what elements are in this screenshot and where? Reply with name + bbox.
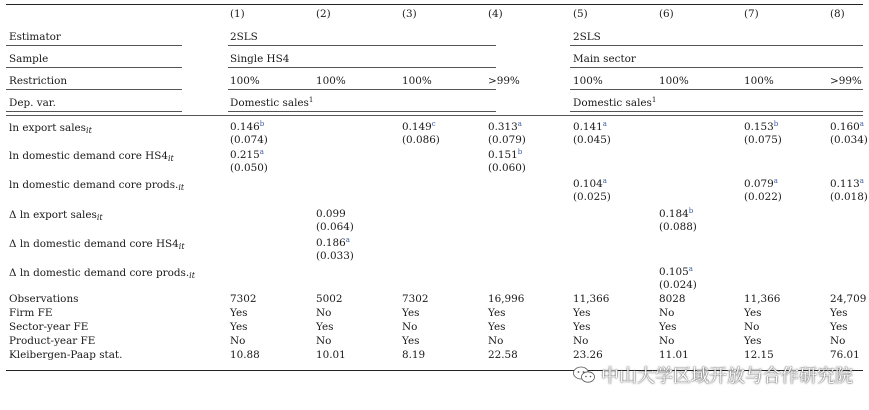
group-header: Main sector <box>573 53 636 65</box>
variable-name: ln domestic demand core HS4 <box>9 150 168 162</box>
header-rule-group1 <box>228 89 496 90</box>
variable-name: ln export sales <box>19 209 97 221</box>
coefficient <box>659 208 693 220</box>
coefficient-value: 0.184 <box>659 208 689 220</box>
header-rule-group1 <box>228 45 496 46</box>
stat-cell: 23.26 <box>573 349 603 361</box>
variable-label <box>9 150 174 162</box>
standard-error: (0.025) <box>573 191 611 203</box>
coefficient-value: 0.141 <box>573 121 603 133</box>
variable-subscript: it <box>178 242 185 251</box>
stat-cell: Yes <box>573 321 591 333</box>
stat-cell: Yes <box>830 307 848 319</box>
restriction-cell: >99% <box>830 75 862 87</box>
watermark <box>573 362 853 388</box>
restriction-cell: 100% <box>316 75 346 87</box>
header-rule-left <box>6 45 182 46</box>
header-rule-left <box>6 111 182 112</box>
significance-marker: b <box>773 120 779 128</box>
header-rule-group2 <box>570 45 863 46</box>
variable-name: ln export sales <box>9 122 87 134</box>
coefficient <box>573 121 607 133</box>
variable-subscript: it <box>96 213 103 222</box>
standard-error: (0.024) <box>659 279 697 291</box>
stat-cell: 24,709 <box>830 293 867 305</box>
significance-marker: a <box>773 177 778 185</box>
stat-cell: 11.01 <box>659 349 689 361</box>
restriction-cell: 100% <box>402 75 432 87</box>
coefficient <box>230 121 264 133</box>
group-header-with-note <box>573 97 656 109</box>
significance-marker: b <box>517 148 523 156</box>
stat-label: Firm FE <box>9 307 53 319</box>
coefficient <box>659 266 693 278</box>
variable-name: ln domestic demand core prods. <box>19 267 190 279</box>
coefficient <box>744 178 778 190</box>
standard-error: (0.050) <box>230 162 268 174</box>
stat-cell: No <box>402 321 418 333</box>
stat-label: Kleibergen-Paap stat. <box>9 349 123 361</box>
coefficient-value: 0.151 <box>488 149 518 161</box>
stat-cell: No <box>830 335 846 347</box>
header-rule-group2 <box>570 89 863 90</box>
column-number: (3) <box>402 8 417 20</box>
group-header-text: Domestic sales <box>230 97 309 109</box>
restriction-cell: >99% <box>488 75 520 87</box>
stat-cell: 12.15 <box>744 349 774 361</box>
coefficient-value: 0.186 <box>316 237 346 249</box>
coefficient <box>316 208 346 220</box>
coefficient <box>230 149 264 161</box>
stat-label: Observations <box>9 293 79 305</box>
coefficient-value: 0.153 <box>744 121 774 133</box>
header-rule-group1 <box>228 111 496 112</box>
header-rule-group2 <box>570 111 863 112</box>
stat-cell: No <box>230 335 246 347</box>
stat-cell: No <box>573 335 589 347</box>
coefficient-value: 0.149 <box>402 121 432 133</box>
stat-label: Sector-year FE <box>9 321 89 333</box>
column-number: (5) <box>573 8 588 20</box>
stat-cell: No <box>316 307 332 319</box>
stat-cell: 11,366 <box>573 293 610 305</box>
variable-label <box>9 209 103 221</box>
stat-cell: Yes <box>744 335 762 347</box>
stat-cell: No <box>659 335 675 347</box>
coefficient <box>488 121 522 133</box>
column-number: (4) <box>488 8 503 20</box>
significance-marker: a <box>688 265 693 273</box>
variable-label <box>9 238 185 250</box>
standard-error: (0.088) <box>659 221 697 233</box>
delta-prefix: Δ <box>9 209 20 221</box>
significance-marker: b <box>259 120 265 128</box>
stat-cell: Yes <box>659 321 677 333</box>
coefficient-value: 0.079 <box>744 178 774 190</box>
column-number: (1) <box>230 8 245 20</box>
restriction-cell: 100% <box>659 75 689 87</box>
significance-marker: a <box>859 177 864 185</box>
significance-marker: a <box>259 148 264 156</box>
row-label: Estimator <box>9 31 61 43</box>
restriction-cell: 100% <box>744 75 774 87</box>
coefficient-value: 0.104 <box>573 178 603 190</box>
coefficient <box>830 178 864 190</box>
coefficient-value: 0.113 <box>830 178 860 190</box>
header-rule-group2 <box>570 67 863 68</box>
variable-name: ln domestic demand core HS4 <box>19 238 179 250</box>
variable-subscript: it <box>178 183 185 192</box>
standard-error: (0.075) <box>744 134 782 146</box>
header-rule-left <box>6 89 182 90</box>
coefficient <box>316 237 350 249</box>
variable-label <box>9 267 195 279</box>
variable-label <box>9 179 184 191</box>
significance-marker: 1 <box>651 96 657 104</box>
significance-marker: a <box>859 120 864 128</box>
stat-cell: Yes <box>230 321 248 333</box>
column-number: (2) <box>316 8 331 20</box>
standard-error: (0.074) <box>230 134 268 146</box>
standard-error: (0.022) <box>744 191 782 203</box>
standard-error: (0.060) <box>488 162 526 174</box>
stat-cell: Yes <box>830 321 848 333</box>
group-header-text: Domestic sales <box>573 97 652 109</box>
stat-cell: 7302 <box>230 293 257 305</box>
standard-error: (0.086) <box>402 134 440 146</box>
coefficient-value: 0.105 <box>659 266 689 278</box>
standard-error: (0.018) <box>830 191 868 203</box>
stat-cell: 22.58 <box>488 349 518 361</box>
standard-error: (0.033) <box>316 250 354 262</box>
stat-cell: No <box>316 335 332 347</box>
stat-cell: Yes <box>402 307 420 319</box>
standard-error: (0.079) <box>488 134 526 146</box>
restriction-cell: 100% <box>230 75 260 87</box>
column-number: (7) <box>744 8 759 20</box>
standard-error: (0.034) <box>830 134 868 146</box>
stat-cell: 10.01 <box>316 349 346 361</box>
stat-cell: No <box>744 321 760 333</box>
table-top-rule <box>6 4 863 5</box>
header-rule-group1 <box>228 67 496 68</box>
stat-cell: 7302 <box>402 293 429 305</box>
coefficient-value: 0.146 <box>230 121 260 133</box>
coefficient <box>744 121 778 133</box>
variable-name: ln domestic demand core prods. <box>9 179 179 191</box>
stat-cell: Yes <box>488 321 506 333</box>
stat-cell: 11,366 <box>744 293 781 305</box>
column-number: (8) <box>830 8 845 20</box>
stat-cell: Yes <box>230 307 248 319</box>
variable-subscript: it <box>86 126 92 135</box>
stat-cell: 8028 <box>659 293 686 305</box>
stat-cell: Yes <box>488 307 506 319</box>
row-label: Dep. var. <box>9 97 56 109</box>
stat-cell: 16,996 <box>488 293 525 305</box>
significance-marker: 1 <box>308 96 314 104</box>
row-label: Restriction <box>9 75 68 87</box>
stat-cell: 76.01 <box>830 349 860 361</box>
stat-cell: No <box>659 307 675 319</box>
stat-label: Product-year FE <box>9 335 96 347</box>
watermark-text: 中山大学区域开放与合作研究院 <box>601 366 853 387</box>
variable-subscript: it <box>167 154 174 163</box>
stat-cell: Yes <box>573 307 591 319</box>
row-label: Sample <box>9 53 49 65</box>
header-bottom-rule <box>6 115 863 116</box>
coefficient <box>402 121 436 133</box>
group-header: 2SLS <box>230 31 258 43</box>
significance-marker: a <box>345 236 350 244</box>
header-rule-left <box>6 67 182 68</box>
stat-cell: No <box>488 335 504 347</box>
coefficient <box>573 178 607 190</box>
variable-label <box>9 122 92 134</box>
variable-subscript: it <box>189 271 195 280</box>
significance-marker: a <box>602 177 607 185</box>
coefficient-value: 0.215 <box>230 149 260 161</box>
standard-error: (0.064) <box>316 221 354 233</box>
wechat-icon <box>573 366 595 384</box>
stat-cell: Yes <box>316 321 334 333</box>
coefficient <box>488 149 522 161</box>
delta-prefix: Δ <box>9 238 20 250</box>
significance-marker: a <box>517 120 522 128</box>
restriction-cell: 100% <box>573 75 603 87</box>
significance-marker: a <box>602 120 607 128</box>
group-header: 2SLS <box>573 31 601 43</box>
column-number: (6) <box>659 8 674 20</box>
stat-cell: 8.19 <box>402 349 426 361</box>
stat-cell: Yes <box>744 307 762 319</box>
stat-cell: 10.88 <box>230 349 260 361</box>
stat-cell: 5002 <box>316 293 343 305</box>
standard-error: (0.045) <box>573 134 611 146</box>
stat-cell: Yes <box>402 335 420 347</box>
group-header-with-note <box>230 97 313 109</box>
delta-prefix: Δ <box>9 267 20 279</box>
coefficient-value: 0.099 <box>316 208 346 220</box>
coefficient <box>830 121 864 133</box>
coefficient-value: 0.160 <box>830 121 860 133</box>
significance-marker: b <box>688 207 694 215</box>
group-header: Single HS4 <box>230 53 290 65</box>
significance-marker: c <box>431 120 436 128</box>
coefficient-value: 0.313 <box>488 121 518 133</box>
